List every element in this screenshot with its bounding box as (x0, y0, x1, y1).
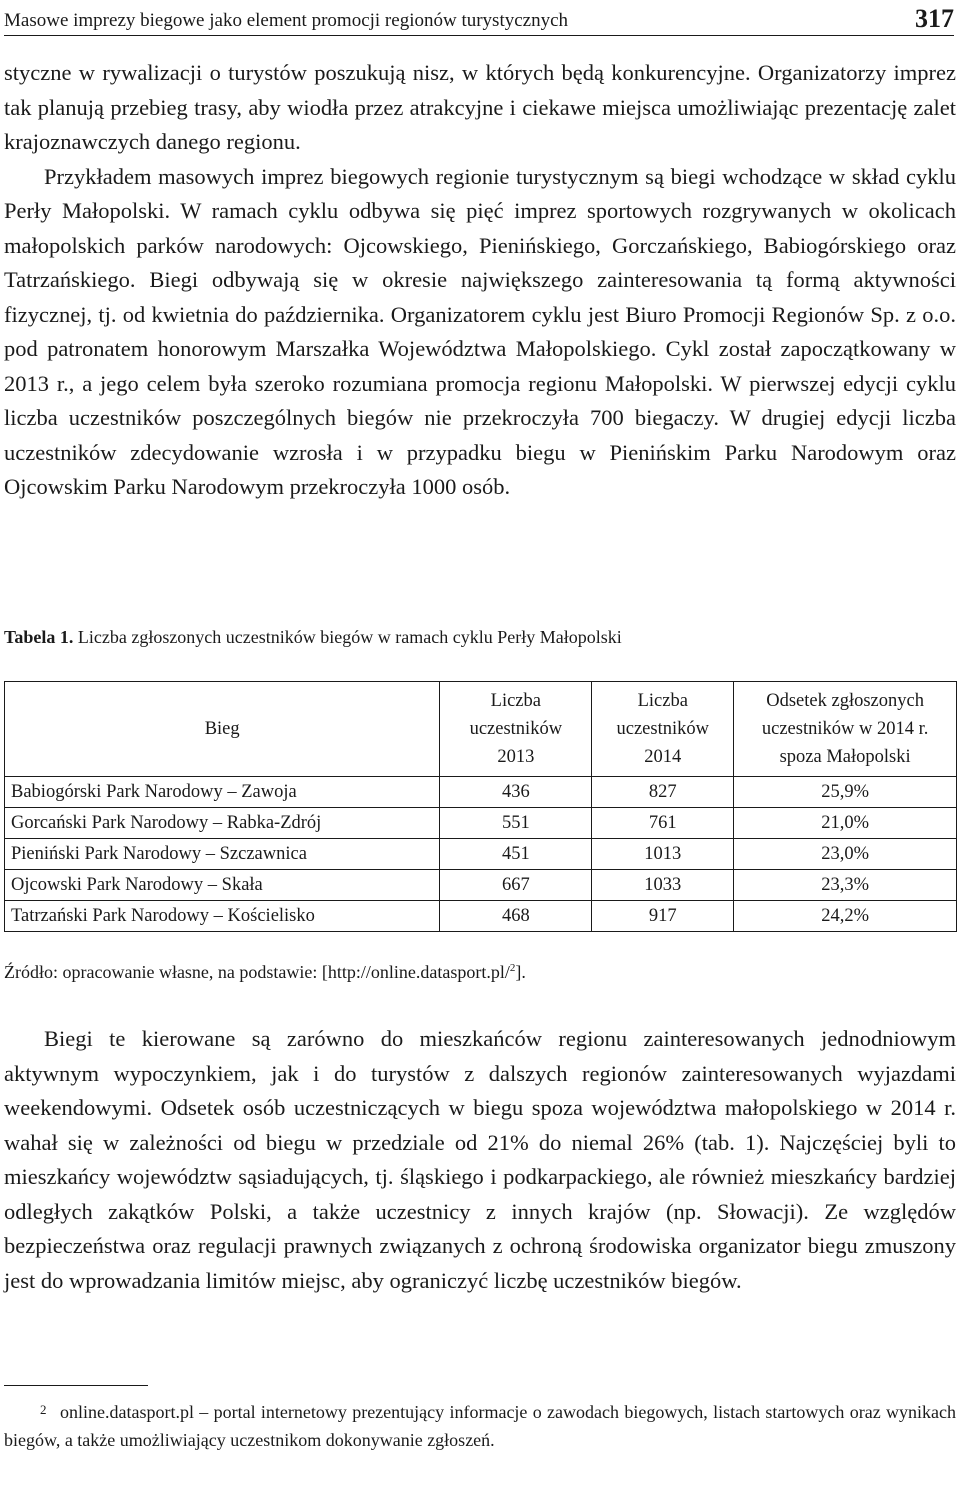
cell-bieg: Babiogórski Park Narodowy – Zawoja (5, 777, 440, 808)
header-2014: Liczba uczestników 2014 (592, 682, 734, 777)
cell-2014: 917 (592, 901, 734, 932)
cell-pct: 24,2% (734, 901, 957, 932)
header-pct: Odsetek zgłoszonych uczestników w 2014 r. spoza Małopolski (734, 682, 957, 777)
header-2013: Liczba uczestników 2013 (440, 682, 592, 777)
cell-pct: 23,0% (734, 839, 957, 870)
cell-2014: 1013 (592, 839, 734, 870)
cell-bieg: Tatrzański Park Narodowy – Kościelisko (5, 901, 440, 932)
header-bieg: Bieg (5, 682, 440, 777)
cell-bieg: Pieniński Park Narodowy – Szczawnica (5, 839, 440, 870)
paragraph-perly-malopolski (4, 160, 956, 505)
cell-2014: 827 (592, 777, 734, 808)
cell-2013: 667 (440, 870, 592, 901)
footnote (4, 1396, 956, 1454)
footnote-mark: 2 (40, 1402, 47, 1417)
footnote-text: online.datasport.pl – portal internetowy prezentujący informacje o zawodach biegowych, listach startowych oraz wynikach biegów, a także umożliwiający uczestnikom dokonywanie zgłoszeń. (4, 1402, 956, 1450)
cell-2013: 451 (440, 839, 592, 870)
table-header-row (5, 682, 957, 777)
cell-pct: 21,0% (734, 808, 957, 839)
page-number: 317 (915, 4, 954, 33)
table-row (5, 870, 957, 901)
paragraph-perly-text: Przykładem masowych imprez biegowych regionie turystycznym są biegi wchodzące w skład cyklu Perły Małopolski. W ramach cyklu odbywa się pięć imprez sportowych rozgrywanych w okolicach małopolskich parków narodowych: Ojcowskiego, Pienińskiego, Gorczańskiego, Babiogórskiego oraz Tatrzańskiego. Biegi odbywają się w okresie największego zainteresowania tą formą aktywności fizycznej, tj. od kwietnia do października. Organizatorem cyklu jest Biuro Promocji Regionów Sp. z o.o. pod patronatem honorowym Marszałka Województwa Małopolskiego. Cykl został zapoczątkowany w 2013 r., a jego celem była szeroko rozumiana promocja regionu Małopolski. W pierwszej edycji cyklu liczba uczestników poszczególnych biegów nie przekroczyła 700 biegaczy. W drugiej edycji liczba uczestników zdecydowanie wzrosła i w przypadku biegu w Pienińskim Parku Narodowym oraz Ojcowskim Parku Narodowym przekroczyła 1000 osób. (4, 163, 956, 499)
table-row (5, 839, 957, 870)
table-source: Źródło: opracowanie własne, na podstawie: [http://online.datasport.pl/$^2$]. (4, 962, 526, 982)
body-paragraph-bottom (4, 1022, 956, 1298)
running-header (4, 2, 954, 36)
cell-2013: 551 (440, 808, 592, 839)
running-title: Masowe imprezy biegowe jako element promocji regionów turystycznych (4, 10, 569, 31)
cell-2013: 436 (440, 777, 592, 808)
body-paragraph-top (4, 56, 956, 505)
cell-pct: 23,3% (734, 870, 957, 901)
paragraph-continuation: styczne w rywalizacji o turystów poszukują nisz, w których będą konkurencyjne. Organizatorzy imprez tak planują przebieg trasy, aby wiodła przez atrakcyjne i ciekawe miejsca umożliwiając prezentację zalet krajoznawczych danego regionu. (4, 60, 956, 154)
table-caption (4, 625, 956, 649)
table-row (5, 808, 957, 839)
cell-bieg: Ojcowski Park Narodowy – Skała (5, 870, 440, 901)
cell-pct: 25,9% (734, 777, 957, 808)
cell-2014: 1033 (592, 870, 734, 901)
footnote-divider (4, 1385, 148, 1386)
participants-table (4, 681, 957, 932)
cell-2013: 468 (440, 901, 592, 932)
paragraph-participants: Biegi te kierowane są zarówno do mieszkańców regionu zainteresowanych jednodniowym aktywnym wypoczynkiem, jak i do turystów z dalszych regionów zainteresowanych wyjazdami weekendowymi. Odsetek osób uczestniczących w biegu spoza województwa małopolskiego w 2014 r. wahał się w zależności od biegu w przedziale od 21% do niemal 26% (tab. 1). Najczęściej byli to mieszkańcy województw sąsiadujących, tj. śląskiego i podkarpackiego, ale również mieszkańcy bardziej odległych zakątków Polski, a także uczestnicy z innych krajów (np. Słowacji). Ze względów bezpieczeństwa oraz regulacji prawnych związanych z ochroną środowiska organizator biegu zmuszony jest do wprowadzania limitów miejsc, aby ograniczyć liczbę uczestników biegów. (4, 1026, 956, 1293)
table-caption-label: Tabela 1. (4, 627, 74, 647)
cell-2014: 761 (592, 808, 734, 839)
table-row (5, 901, 957, 932)
cell-bieg: Gorcański Park Narodowy – Rabka-Zdrój (5, 808, 440, 839)
table-row (5, 777, 957, 808)
table-caption-text: Liczba zgłoszonych uczestników biegów w ramach cyklu Perły Małopolski (77, 627, 622, 647)
